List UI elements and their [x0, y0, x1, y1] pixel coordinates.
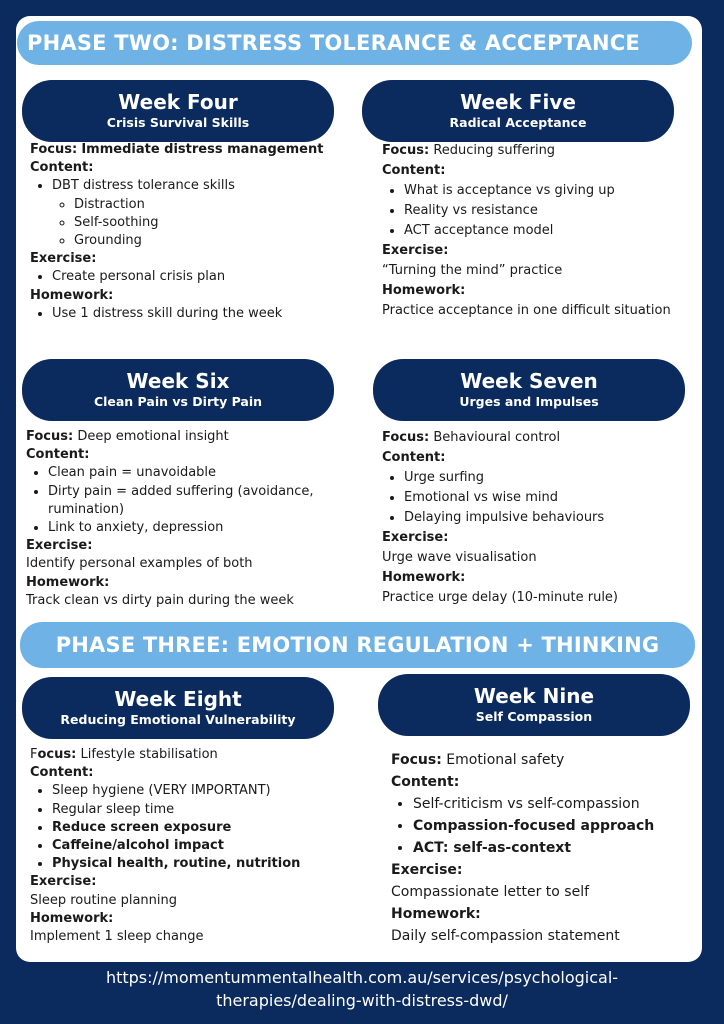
- week-seven-header: [373, 359, 685, 421]
- week-nine-details: [391, 749, 691, 947]
- list-item: • Physical health, routine, nutrition: [52, 855, 330, 873]
- week-five-details: [382, 141, 692, 321]
- list-item: • ACT: self-as-context: [413, 837, 691, 859]
- week-five-exercise-label: Exercise:: [382, 243, 449, 258]
- week-six-homework: Track clean vs dirty pain during the week: [26, 592, 294, 608]
- list-item: • Link to anxiety, depression: [48, 519, 326, 537]
- list-item: • Regular sleep time: [52, 801, 330, 819]
- list-item: ◦ Distraction: [74, 196, 330, 214]
- week-six-focus: Focus: Deep emotional insight: [26, 429, 229, 444]
- list-item: • DBT distress tolerance skills ◦ Distraction ◦ Self-soothing ◦ Grounding: [52, 177, 330, 250]
- list-item: • Delaying impulsive behaviours: [404, 508, 692, 528]
- week-six-header: [22, 359, 334, 421]
- list-item: ◦ Self-soothing: [74, 214, 330, 232]
- week-seven-homework-label: Homework:: [382, 570, 466, 585]
- week-four-title: Week Four: [118, 90, 238, 114]
- week-four-details: [30, 141, 330, 323]
- week-four-exercise-list: [30, 268, 330, 286]
- week-six-details: [26, 428, 326, 610]
- week-seven-details: [382, 428, 692, 608]
- week-nine-homework-label: Homework:: [391, 906, 481, 922]
- week-five-homework: Practice acceptance in one difficult situation: [382, 303, 671, 318]
- week-four-subtitle: Crisis Survival Skills: [106, 115, 250, 130]
- week-six-homework-label: Homework:: [26, 574, 110, 590]
- week-nine-subtitle: Self Compassion: [475, 709, 593, 724]
- week-four-header: [22, 80, 334, 142]
- week-six-content-list: [26, 464, 326, 537]
- week-eight-exercise-label: Exercise:: [30, 874, 97, 890]
- footer-url-line-1[interactable]: https://momentummentalhealth.com.au/services/psychological-: [105, 968, 619, 987]
- list-item: • Reduce screen exposure: [52, 819, 330, 837]
- week-seven-title: Week Seven: [460, 369, 598, 393]
- week-six-content-label: Content:: [26, 447, 90, 463]
- week-four-exercise-label: Exercise:: [30, 251, 97, 267]
- list-item: • Self-criticism vs self-compassion: [413, 793, 691, 815]
- week-five-content-list: [382, 181, 692, 241]
- week-four-content-list: [30, 177, 330, 250]
- week-four-homework-label: Homework:: [30, 287, 114, 303]
- week-seven-focus: Focus: Behavioural control: [382, 430, 561, 445]
- week-six-exercise: Identify personal examples of both: [26, 556, 253, 572]
- list-item: • Emotional vs wise mind: [404, 488, 692, 508]
- week-five-focus: Focus: Reducing suffering: [382, 143, 556, 158]
- list-item: • Caffeine/alcohol impact: [52, 837, 330, 855]
- week-eight-content-list: [30, 782, 330, 873]
- week-eight-title: Week Eight: [114, 687, 242, 711]
- week-nine-title: Week Nine: [473, 684, 595, 708]
- week-nine-exercise: Compassionate letter to self: [391, 884, 590, 900]
- week-eight-header: [22, 677, 334, 739]
- week-seven-content-label: Content:: [382, 450, 446, 465]
- week-nine-content-list: [391, 793, 691, 859]
- week-nine-exercise-label: Exercise:: [391, 862, 463, 878]
- week-eight-exercise: Sleep routine planning: [30, 892, 177, 908]
- list-item: • Use 1 distress skill during the week: [52, 305, 330, 323]
- week-four-focus: Focus: Immediate distress management: [30, 142, 324, 157]
- list-item: • Clean pain = unavoidable: [48, 464, 326, 482]
- week-eight-content-label: Content:: [30, 765, 94, 781]
- week-nine-homework: Daily self-compassion statement: [391, 928, 620, 944]
- week-seven-subtitle: Urges and Impulses: [459, 394, 599, 409]
- week-nine-content-label: Content:: [391, 774, 460, 790]
- week-eight-details: [30, 746, 330, 946]
- list-item: • Sleep hygiene (VERY IMPORTANT): [52, 782, 330, 800]
- footer-url-line-2[interactable]: therapies/dealing-with-distress-dwd/: [216, 991, 508, 1010]
- week-four-homework-list: [30, 305, 330, 323]
- list-item: • Reality vs resistance: [404, 201, 692, 221]
- phase-two-banner: [17, 21, 692, 65]
- list-item: • Dirty pain = added suffering (avoidance, rumination): [48, 483, 326, 519]
- week-nine-header: [378, 674, 690, 736]
- footer-url[interactable]: [0, 966, 724, 1012]
- week-eight-subtitle: Reducing Emotional Vulnerability: [60, 712, 296, 727]
- list-item: ◦ Grounding: [74, 232, 330, 250]
- week-seven-exercise-label: Exercise:: [382, 530, 449, 545]
- week-four-sublist: [52, 196, 330, 251]
- list-item: • Create personal crisis plan: [52, 268, 330, 286]
- phase-three-banner: [20, 622, 695, 668]
- week-eight-homework-label: Homework:: [30, 910, 114, 926]
- week-seven-content-list: [382, 468, 692, 528]
- week-six-title: Week Six: [126, 369, 230, 393]
- week-eight-homework: Implement 1 sleep change: [30, 929, 204, 945]
- phase-two-title: PHASE TWO: DISTRESS TOLERANCE & ACCEPTANCE: [27, 31, 640, 55]
- week-five-subtitle: Radical Acceptance: [449, 115, 587, 130]
- week-five-title: Week Five: [460, 90, 576, 114]
- week-four-content-label: Content:: [30, 160, 94, 176]
- week-seven-exercise: Urge wave visualisation: [382, 550, 537, 565]
- week-seven-homework: Practice urge delay (10-minute rule): [382, 590, 618, 605]
- week-five-header: [362, 80, 674, 142]
- list-item: • ACT acceptance model: [404, 221, 692, 241]
- week-six-subtitle: Clean Pain vs Dirty Pain: [93, 394, 263, 409]
- week-five-exercise: “Turning the mind” practice: [382, 263, 563, 278]
- week-five-content-label: Content:: [382, 163, 446, 178]
- week-six-exercise-label: Exercise:: [26, 538, 93, 554]
- week-five-homework-label: Homework:: [382, 283, 466, 298]
- week-eight-focus: Focus: Lifestyle stabilisation: [30, 747, 218, 762]
- phase-three-title: PHASE THREE: EMOTION REGULATION + THINKING: [55, 633, 660, 657]
- list-item: • What is acceptance vs giving up: [404, 181, 692, 201]
- list-item: • Compassion-focused approach: [413, 815, 691, 837]
- list-item: • Urge surfing: [404, 468, 692, 488]
- week-nine-focus: Focus: Emotional safety: [391, 752, 565, 768]
